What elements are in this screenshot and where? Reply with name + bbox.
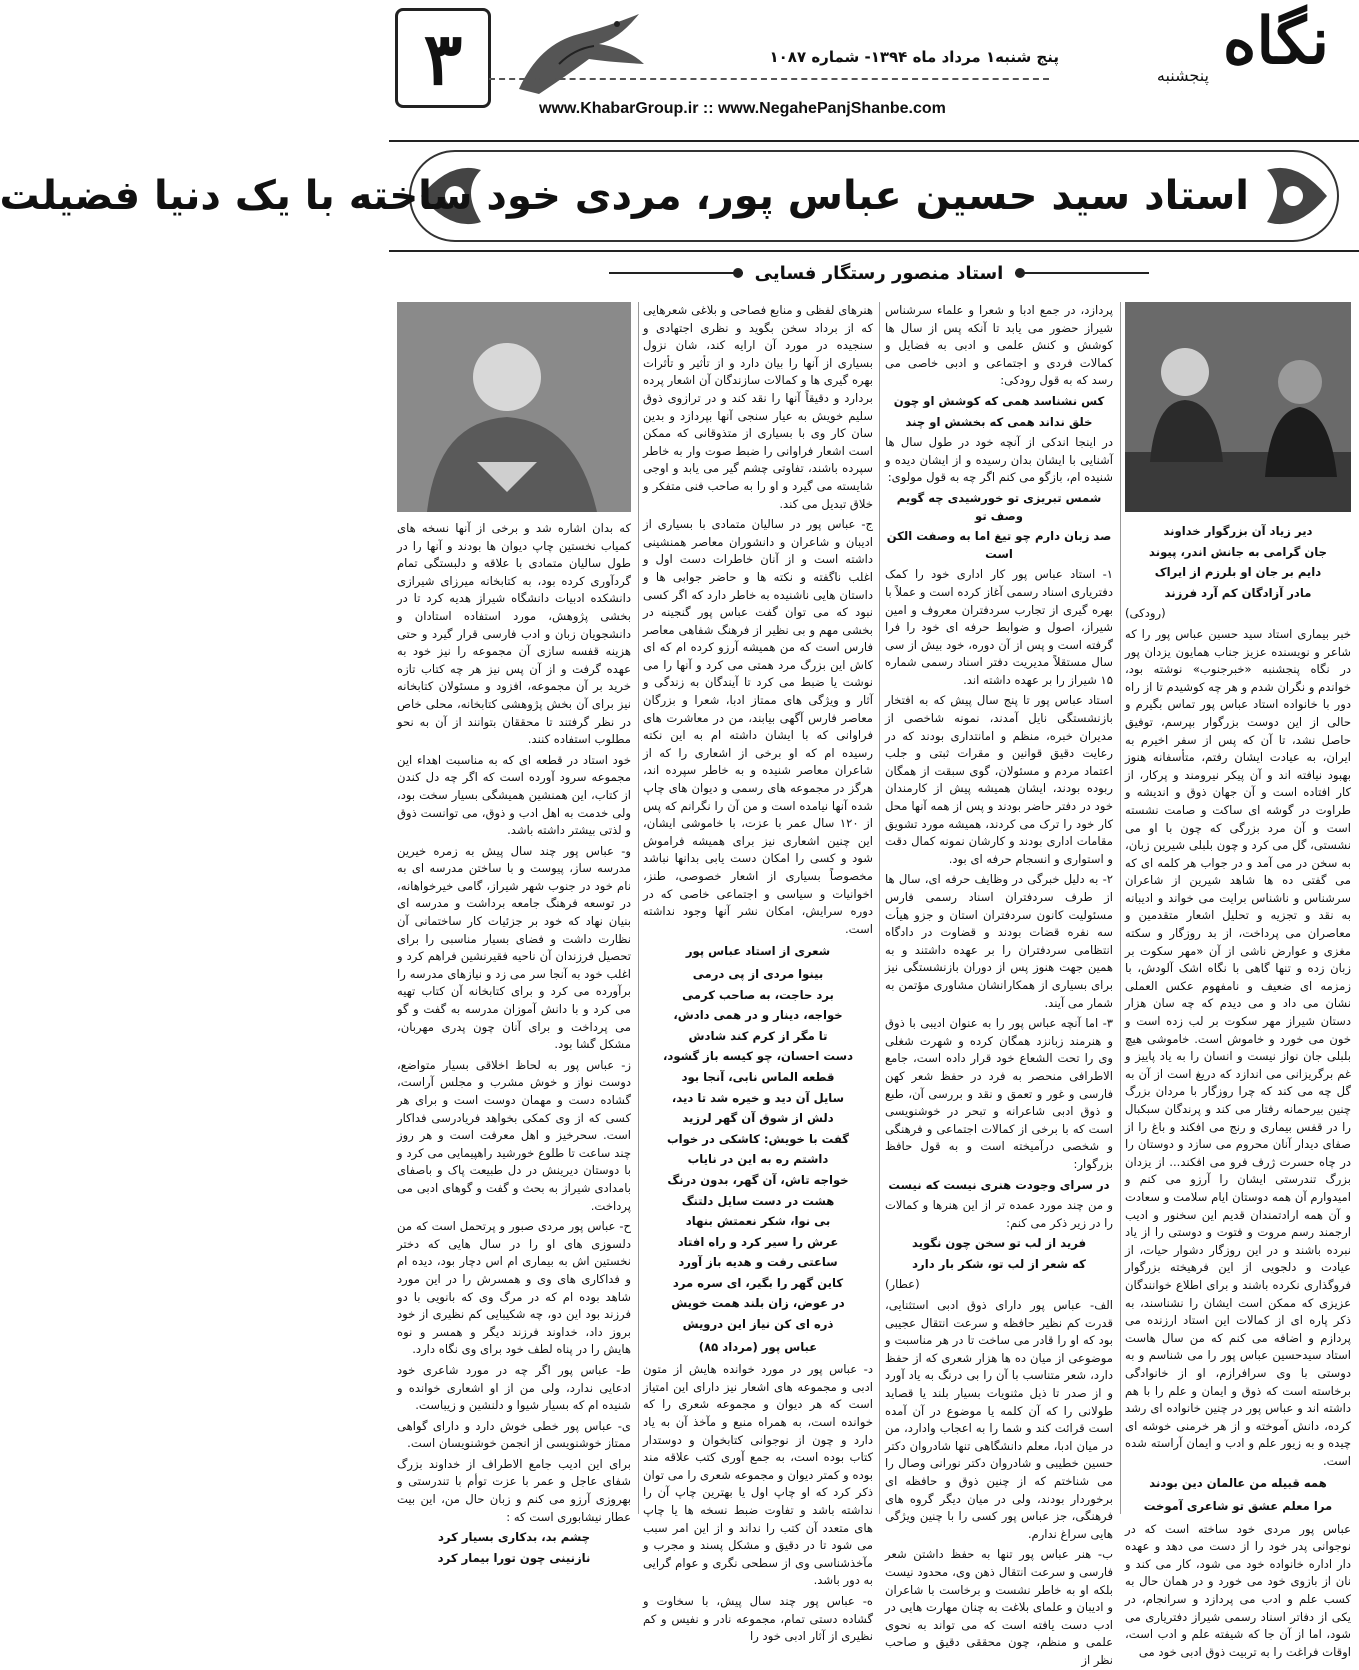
poem-line: ساعتی رفت و هدیه باز آورد xyxy=(678,1255,838,1270)
paragraph: و من چند مورد عمده تر از این هنرها و کمالات را در زیر ذکر می کنم: xyxy=(885,1198,1113,1230)
article-column-4 xyxy=(397,520,631,1565)
paragraph: هنرهای لفظی و منابع فصاحی و بلاغی شعرهایی که از برداد سخن بگوید و نظری اجتهادی و سنجیده در مورد آن ارایه کند، شان نزول بسیاری از آنها را بیان دارد و از تأثیر و تأثرات بهره گیری ها و کمالات سازندگان آن اشعار پرده بردارد و دقیقاً آنها را نقد کند و در ترازوی ذوق سلیم خویش به عیار سنجی آنها بپردازد و بدین سان کار وی با بسیاری از متذوقانی که ممکن است اشعار فراوانی را ضبط صوت وار به خاطر سپرده باشند، تفاوتی چشم گیر می یابد و اوجی شایسته می گیرد و او را به صاحب فنی متفکر و خلاق تبدیل می کند. xyxy=(643,303,873,511)
paragraph: ج- عباس پور در سالیان متمادی با بسیاری از ادیبان و شاعران و دانشوران معاصر همنشینی داشته است و از آنان خاطرات دست اول و اغلب ناگفته و نکته ها و حاضر جوابی ها و داستان هایی ناشنیده به خاطر دارد که اگر کسی نبود که می توان گفت عباس پور گنجینه در بخشی مهم و بی نظیر از فرهنگ شفاهی معاصر فارس است که من همیشه آرزو کرده ام که ای کاش این بزرگ مرد همتی می کرد و آنها را می نوشت یا ضبط می کرد تا آیندگان به زندگی و آثار و ویژگی های ممتاز ادبا، شعرا و بزرگان معاصر فارس آگهی بیابند، من در معاشرت های فراوانی که با ایشان داشته ام به این نکته رسیده ام که او برخی از اشعاری را که از شاعران معاصر شنیده و به خاطر سپرده اند، هرگز در مجموعه های رسمی و دیوان های چاپ شده آنها نیامده است و من آن را نگرانم که پس از ۱۲۰ سال عمر با عزت، با خاموشی ایشان، این چنین اشعاری نیز برای همیشه فراموش شود و کسی را امکان دست یابی بدانها نباشد مخصوصاً بسیاری از اشعار خصوصی، طنز، اخوانیات و سیاسی و اجتماعی خاصی که در دوره سرایش، امکان نشر آنها وجود نداشته است. xyxy=(643,517,873,936)
paragraph: د- عباس پور در مورد خوانده هایش از متون ادبی و مجموعه های اشعار نیز دارای این امتیاز است که هر دیوان و مجموعه شعری را که خوانده است، به همراه منبع و مآخذ آن به یاد دارد و چون از نوجوانی کتابخوان و دوستدار کتاب بوده است، به جمع آوری کتب علاقه مند بوده و کمتر دیوان و مجموعه شعری را می توان ذکر کرد که او چاپ اول یا بهترین چاپ آن را نداشته باشد و تفاوت ضبط نسخه ها یا چاپ های متعدد آن کتب را نداند و از این امر سبب می شود تا در دقیق و مشکل پسند و مجرب و مآخذشناسی وی از سطحی نگری و عوام گرایی به دور باشد. xyxy=(643,1362,873,1588)
verse-line: همه قبیله من عالمان دین بودند xyxy=(1149,1476,1327,1491)
ornament-right-icon xyxy=(1257,150,1337,242)
paragraph: ۲- به دلیل خبرگی در وظایف حرفه ای، سال ها از طرف سردفتران اسناد رسمی فارس مسئولیت کانون سردفتران استان و جزو هیأت سه نفره قضات بودند و قضاوت در دادگاه انتظامی سردفتران را بر عهده داشتند و به همین جهت هنوز پس از دوران بازنشستگی نیز برای بسیاری از همکارانشان مشاوری مؤتمن به شمار می آیند. xyxy=(885,872,1113,1010)
column-divider xyxy=(879,302,880,1514)
paragraph: خود استاد در قطعه ای که به مناسبت اهداء این مجموعه سرود آورده است که اگر چه دل کندن از کتاب، این همنشین همیشگی بسیار سخت بود، ولی خدمت به اهل ادب و ذوق، می توانست ذوق و لذتی بیشتر داشته باشد. xyxy=(397,752,631,838)
paragraph: ب- هنر عباس پور تنها به حفظ داشتن شعر فارسی و سرعت انتقال ذهن وی، محدود نیست بلکه او به خاطر نشست و برخاست با شاعران و ادیبان و علمای بلاغت به چنان مهارت هایی در ادب دست یافته است که می تواند به نحوی علمی و منظم، چون محققی دقیق و صاحب نظر از xyxy=(885,1547,1113,1667)
poem-line: خواجه، دینار و در همی دادش، xyxy=(673,1008,843,1023)
paragraph: ح- عباس پور مردی صبور و پرتحمل است که من دلسوزی های او را در سال هایی که دختر نخستین اش به بیماری ام اس دچار بود، دیده ام و فداکاری های وی و همسرش را در این مورد شاهد بوده ام که در مرگ وی که بانویی با دو فرزند بود این دو، چه شکیبایی کم نظیری از خود بروز داد، خداوند فرزند دیگر و همسر و نوه هایش را در پناه لطف خود برای وی نگاه دارد. xyxy=(397,1219,631,1357)
paragraph: ه- عباس پور چند سال پیش، با سخاوت و گشاده دستی تمام، مجموعه نادر و نفیس و کم نظیری از آثار ادبی خود را xyxy=(643,1593,873,1644)
verse-line: شمس تبریزی تو خورشیدی چه گویم وصف تو xyxy=(896,490,1102,523)
paragraph: ۳- اما آنچه عباس پور را به عنوان ادیبی با ذوق و هنرمند زبانزد همگان کرده و شهرت شغلی وی را تحت الشعاع خود قرار داده است، جامع الاطرافی منحصر به فرد در حفظ شعر کهن فارسی و غور و تعمق و نقد و بررسی آن، طبع و ذوق ادبی شاعرانه و تبحر در خوشنویسی است که با برخی از کمالات اجتماعی و فرهنگی و شخصی درآمیخته است و به قول حافظ بزرگوار: xyxy=(885,1016,1113,1171)
verse-line: دایم بر جان او بلرزم از ایراک xyxy=(1154,565,1322,580)
verse-line: کس نشناسد همی که کوشش او چون xyxy=(893,393,1105,408)
verse-line: مادر آزادگان کم آرد فرزند xyxy=(1164,585,1312,600)
verse-attribution: (عطار) xyxy=(885,1277,920,1292)
poem-heading: شعری از استاد عباس پور xyxy=(685,944,831,959)
chain-divider xyxy=(489,78,1049,82)
paragraph: و- عباس پور چند سال پیش به زمره خیرین مدرسه ساز، پیوست و با ساختن مدرسه ای به نام خود در جنوب شهر شیراز، گامی خیرخواهانه، در توسعه فرهنگ جامعه برداشت و مدرسه ای بنیان نهاد که خود بر جزئیات کار ساختمانی آن نظارت داشت و فضای بسیار مناسبی را برای تحصیل فرزندان آن ناحیه فقیرنشین فراهم کرد و اغلب خود به آنجا سر می زد و نیازهای مدرسه را برآورده می کرد و برای کتابخانه آن کتاب تهیه می کرد و با دانش آموزان مدرسه به گفت و گو می پرداخت و برای آنان چون پدری مهربان، مشکل گشا بود. xyxy=(397,843,631,1052)
page-number: ۳ xyxy=(395,8,491,108)
poem-line: دلش از شوق آن گهر لرزید xyxy=(682,1111,834,1126)
poem-line: عرش را سیر کرد و راه افتاد xyxy=(677,1234,839,1249)
poem-line: تا مگر از کرم کند شادش xyxy=(688,1028,828,1043)
man-portrait-icon xyxy=(397,302,631,512)
poem-line: قطعه الماس نابی، آنجا بود xyxy=(681,1069,835,1084)
verse-line: خلق نداند همی که بخشش او چند xyxy=(905,414,1093,429)
paragraph: پردازد، در جمع ادبا و شعرا و علماء سرشناس شیراز حضور می یابد تا آنکه پس از سال ها کوشش و کنش علمی و ادبی به فضایل و کمالات فردی و اجتماعی و ادبی خاصی می رسد که به قول رودکی: xyxy=(885,303,1113,388)
poem-line: دست احسان، چو کیسه باز گشود، xyxy=(662,1049,854,1064)
poem-line: در عوض، زان بلند همت خویش xyxy=(671,1296,845,1311)
paragraph: ی- عباس پور خطی خوش دارد و دارای گواهی ممتاز خوشنویسی از انجمن خوشنویسان است. xyxy=(397,1418,631,1451)
paragraph: عباس پور مردی خود ساخته است که در نوجوانی پدر خود را از دست می دهد و عهده دار اداره خانواده خود می شود، کار می کند و نان از بازوی خود می خورد و در همان حال به کسب علم و ادب می پردازد و سرانجام، در یکی از دفاتر اسناد رسمی شیراز دفتریاری می شود، اما از آن جا که شیفته علم و ادب است، اوقات فراغت را به تربیت ذوق ادبی خود می xyxy=(1125,1521,1351,1659)
interview-photo xyxy=(1125,302,1351,512)
poem-line: بینوا مردی از پی درمی xyxy=(692,966,824,981)
verse-line: صد زبان دارم چو تیغ اما به وصفت الکن است xyxy=(886,529,1112,561)
paragraph: ۱- استاد عباس پور کار اداری خود را کمک دفتریاری اسناد رسمی آغاز کرده است و عملاً با بهره گیری از تجارب سردفتران معروف و امین شیراز، اصول و ضوابط حرفه ای خود را فرا گرفته است و پس از آن دوره، خود بیش از سی سال مستقلاً مدیریت دفتر اسناد رسمی شماره ۱۵ شیراز را بر عهده داشته اند. xyxy=(885,567,1113,687)
paragraph: الف- عباس پور دارای ذوق ادبی استثنایی، قدرت کم نظیر حافظه و سرعت انتقال عجیبی بود که او را قادر می ساخت تا در هر مناسبت و موضوعی از میان ده ها هزار شعری که از حفظ دارد، شعر متناسب با آن را بی درنگ به یاد آورد و از صدر تا ذیل مثنویات بسیار بلند یا قصاید طولانی را که آن کلمه یا موضوع در آن آمده است قرائت کند و شما را به اعجاب وادارد، من در میان ادبا، معلم دانشگاهی تنها شادروان دکتر حسین خطیبی و شادروان دکتر نورانی وصال را می شناختم که از چنین ذوق و حافظه ای برخوردار بودند، ولی در میان دیگر گروه های فرهنگی، جز عباس پور کسی را با چنین ویژگی هایی سراغ ندارم. xyxy=(885,1298,1113,1541)
verse-line: فرید از لب تو سخن چون نگوید xyxy=(911,1236,1087,1251)
verse-line: مرا معلم عشق تو شاعری آموخت xyxy=(1143,1499,1333,1514)
paragraph: برای این ادیب جامع الاطراف از خداوند بزرگ شفای عاجل و عمر با عزت توأم با تندرستی و بهروزی آرزو می کنم و زبان حال من، این بیت عطار نیشابوری است که : xyxy=(397,1456,631,1524)
phoenix-icon xyxy=(499,4,649,104)
article-column-2 xyxy=(885,302,1113,1667)
article-headline: استاد سید حسین عباس پور، مردی خود ساخته با یک دنیا فضیلت xyxy=(0,173,1249,219)
portrait-photo xyxy=(397,302,631,512)
paragraph: خبر بیماری استاد سید حسین عباس پور را که شاعر و نویسنده عزیز جناب همایون یزدان پور در نگاه پنجشنبه «خبرجنوب» نوشته بود، خواندم و نگران شدم و هر چه کوشیدم تا از راه دور با خانواده استاد عباس پور تماس بگیرم و حالی از این دوست بزرگوار بپرسم، توفیق حاصل نشد، تا آن که پس از سفر اخیرم به ایران، به عیادت ایشان رفتم، متأسفانه هنوز بهبود نیافته اند و آن پیکر نیرومند و پرکار، از کار افتاده است و آن جهان ذوق و اندیشه و طراوت در گوشه ای ساکت و صامت نشسته است و آن مرد بزرگی که چون با او می نشستی، گل می کرد و چون بلبلی شیرین زبان، به سخن در می آمد و در جواب هر کلمه ای که می گفتی ده ها شاهد شیرین از شاعران سرشناس و ناشناس برایت می خواند و ادیبانه به نقد و تجزیه و تحلیل اشعار متقدمین و معاصران می پرداخت، از بد روزگار و سکته مغزی و عوارض ناشی از آن «مهر سکوت بر زبان زده و تنها گاهی با نگاه اشک آلودش، با زمزمه ای ضعیف و نامفهوم عکس العملی نشان می داد و می دیدم که چه سان هزار دستان شیراز مهر سکوت بر لب زده است و خون می خورد و خاموش است. خاموشی هیچ بلبلی جان نواز نیست و انسان را به یاد پاییز و غم برگریزانی می اندازد که دریغ است از آن به گل چه می کند که چرا روزگار با مردان بزرگ چنین بیرحمانه رفتار می کند و پرندگان سبکبال را در قفس بیماری و رنج می افکند و باغ را از صفای دیدار آنان محروم می سازد و دوستان را در چاه حسرت ژرف فرو می افکند... از یزدان بزرگ تندرستی ایشان را آرزو می کنم و امیدوارم آن همه دوستان ایام سلامت و سعادت و آن همه ارادتمندان قدیم این سخنور و ادیب ارجمند رسم مروت و فتوت و دوستی را از یاد نبرده باشند و در این روزگار دشوار حیات، از عیادت و دلجویی از این فرهیخته بزرگوار فروگذاری نکرده باشند و برای اطلاع خوانندگان عزیزی که ممکن است ایشان را نشناسند، به ذکر پاره ای از کمالات این استاد ارزنده می پردازم و اضافه می کنم که من سال هاست استاد سیدحسین عباس پور را می شناسم و به دوستی با وی سرافرازم، او از خانوادگی برخاسته است که ذوق و ایمان و علم را با هم داشته اند و عباس پور در چنین خانواده ای رشد کرده، دانش آموخته و از هر خرمنی خوشه ای چیده و به زیور علم و ادب و ایمان آراسته شده است. xyxy=(1124,626,1351,1468)
newspaper-logo xyxy=(1079,4,1339,114)
byline-rule xyxy=(609,272,743,274)
verse-line: دیر زیاد آن بزرگوار خداوند xyxy=(1163,524,1313,538)
poem-signature: عباس پور (مرداد ۸۵) xyxy=(698,1339,818,1354)
poem-line: داشتم ره به این در نایاب xyxy=(687,1152,829,1167)
column-divider xyxy=(1120,302,1121,1514)
poem-line: بی نوا، شکر نعمتش بنهاد xyxy=(685,1214,831,1229)
website-links[interactable]: www.KhabarGroup.ir :: www.NegahePanjShanbe.com xyxy=(539,100,946,117)
paragraph: که بدان اشاره شد و برخی از آنها نسخه های کمیاب نخستین چاپ دیوان ها بودند و آنها را در طول سالیان متمادی با علاقه و دلبستگی تمام گردآوری کرده بود، به کتابخانه میرزای شیرازی دانشکده ادبیات دانشگاه شیراز هدیه کرد تا در بخشی پژوهش، مورد استفاده استادان و دانشجویان زبان و ادب فارسی قرار گیرد و حتی هزینه قفسه سازی آن مجموعه را نیز خود به عهده گرفت و از آن پس نیز هر چه کتاب تازه خرید بر آن مجموعه، افزود و مسئولان کتابخانه نیز برای آن بخش پژوهشی کتابخانه، محلی خاص در نظر گرفتند تا محققان بتوانند از آن به نحو مطلوب استفاده کنند. xyxy=(397,521,631,747)
paragraph: در اینجا اندکی از آنچه خود در طول سال ها آشنایی با ایشان بدان رسیده و از ایشان دیده و شنیده ام، بازگو می کنم اگر چه به قول مولوی: xyxy=(885,435,1113,485)
verse-line: نازنینی چون تورا بیمار کرد xyxy=(437,1550,591,1565)
poem-line: ذره ای کن نیاز این درویش xyxy=(682,1317,834,1332)
poem-line: گفت با خویش: کاشکی در خواب xyxy=(666,1131,850,1146)
verse-line: جان گرامی به جانش اندر، پیوند xyxy=(1149,544,1327,559)
poem-line: برد حاجت، به صاحب کرمی xyxy=(682,987,834,1002)
paragraph: ز- عباس پور به لحاظ اخلاقی بسیار متواضع، دوست نواز و خوش مشرب و مجلس آراست، گشاده دست و مهمان دوست است و برای هر کسی که از وی کمکی بخواهد فریادرسی فداکار است. سحرخیز و اهل معرفت است و هر روز چند ساعت تا طلوع خورشید راهپیمایی می کرد و با دوستان دیرینش در دل طبیعت پاک و باصفای بامدادی شیراز به بحث و گفت و گوهای ادبی می پرداخت. xyxy=(397,1057,631,1213)
byline-rule xyxy=(1015,272,1149,274)
verse-attribution: (رودکی) xyxy=(1125,606,1166,621)
poem-line: کاین گهر را بگیر، ای سره مرد xyxy=(672,1275,844,1290)
article-column-1 xyxy=(1124,520,1351,1659)
column-divider xyxy=(638,302,639,1514)
poem-line: سایل آن دید و خیره شد تا دید، xyxy=(671,1090,845,1105)
byline-row xyxy=(609,258,1149,288)
logo-subtitle: پنجشنبه xyxy=(1156,66,1209,85)
two-men-photo-icon xyxy=(1125,302,1351,512)
verse-line: در سرای وجودت هنری نیست که نیست xyxy=(888,1177,1110,1192)
author-byline: استاد منصور رستگار فسایی xyxy=(754,262,1004,284)
poem-line: خواجه تاش، آن گهر، بدون درنگ xyxy=(667,1172,849,1187)
poem-line: هشت در دست سایل دلتنگ xyxy=(681,1193,835,1208)
poem xyxy=(643,966,873,1334)
paragraph: استاد عباس پور تا پنج سال پیش که به افتخار بازنشستگی نایل آمدند، نمونه شاخصی از مدیران خبره، منظم و امانتداری بودند که در رعایت دقیق قوانین و مقرات ثبتی و جلب اعتماد مردم و مسئولان، گوی سبقت از همگان ربوده بودند، ایشان همیشه پیش از کارمندان خود در دفتر حاضر بودند و پس از همه آنها محل کار خود را ترک می کردند، همیشه مورد تشویق مقامات اداری بودند و کارشان نمونه کمال دقت و استواری و انسجام حرفه ای بود. xyxy=(885,693,1113,866)
verse-line: که شعر از لب تو، شکر بار دارد xyxy=(912,1256,1086,1271)
paragraph: ط- عباس پور اگر چه در مورد شاعری خود ادعایی ندارد، ولی من از او اشعاری خوانده و شنیده ام که بسیار شیوا و دلنشین و زیباست. xyxy=(397,1362,631,1413)
article-column-3 xyxy=(643,302,873,1644)
verse-line: چشم بد، بدکاری بسیار کرد xyxy=(437,1530,591,1545)
logo-title: نگاه xyxy=(1222,4,1329,79)
masthead xyxy=(389,0,1359,130)
issue-date: پنج شنبه۱ مرداد ماه ۱۳۹۴- شماره ۱۰۸۷ xyxy=(769,48,1059,66)
